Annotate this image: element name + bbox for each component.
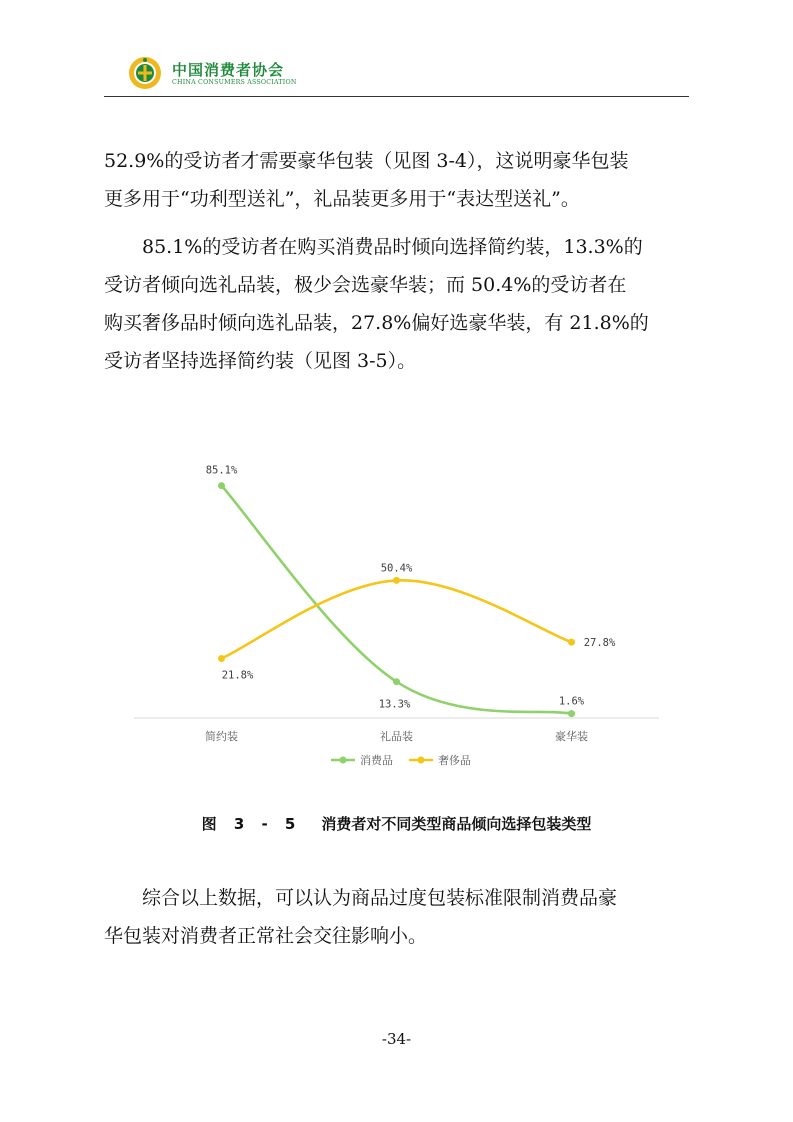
- packaging-line-chart: [104, 440, 689, 785]
- page-number: -34-: [381, 1030, 412, 1048]
- data-label: 21.8%: [221, 669, 254, 682]
- legend-label: 奢侈品: [438, 754, 471, 767]
- text-line: 更多用于“功利型送礼”，礼品装更多用于“表达型送礼”。: [104, 188, 580, 210]
- page-header: [104, 52, 689, 97]
- text-line: 52.9%的受访者才需要豪华包装（见图 3-4），这说明豪华包装: [104, 150, 629, 172]
- x-tick-label: 简约装: [205, 730, 238, 743]
- x-tick-label: 礼品装: [380, 730, 413, 743]
- legend-swatch-marker: [418, 757, 425, 764]
- figure-caption: [0, 813, 793, 834]
- data-label: 13.3%: [378, 698, 411, 711]
- figure-title: 消费者对不同类型商品倾向选择包装类型: [321, 815, 592, 833]
- data-label: 1.6%: [558, 695, 585, 708]
- data-point: [218, 482, 225, 489]
- text-line: 华包装对消费者正常社会交往影响小。: [104, 925, 428, 947]
- text-line: 购买奢侈品时倾向选礼品装，27.8%偏好选豪华装，有 21.8%的: [104, 312, 649, 334]
- data-point: [218, 655, 225, 662]
- association-logo-icon: [128, 56, 162, 90]
- text-line: 受访者倾向选礼品装，极少会选豪华装；而 50.4%的受访者在: [104, 274, 627, 296]
- series-line: [222, 580, 572, 658]
- text-line: 受访者坚持选择简约装（见图 3-5）。: [104, 350, 417, 372]
- text-line: 85.1%的受访者在购买消费品时倾向选择简约装，13.3%的: [104, 236, 643, 258]
- paragraph-2: [104, 228, 694, 380]
- data-point: [393, 577, 400, 584]
- data-label: 85.1%: [205, 464, 238, 477]
- legend-label: 消费品: [360, 754, 393, 767]
- org-name-en: CHINA CONSUMERS ASSOCIATION: [172, 79, 297, 86]
- data-point: [568, 710, 575, 717]
- paragraph-3: [104, 879, 694, 955]
- text-line: 综合以上数据，可以认为商品过度包装标准限制消费品豪: [104, 887, 618, 909]
- legend-swatch-marker: [340, 757, 347, 764]
- paragraph-1: [104, 142, 694, 218]
- figure-number: 图 3 - 5: [201, 815, 302, 833]
- data-point: [568, 639, 575, 646]
- data-point: [393, 678, 400, 685]
- org-name-cn: 中国消费者协会: [172, 61, 285, 79]
- data-label: 50.4%: [380, 562, 413, 575]
- x-tick-label: 豪华装: [555, 730, 588, 743]
- data-label: 27.8%: [583, 637, 616, 650]
